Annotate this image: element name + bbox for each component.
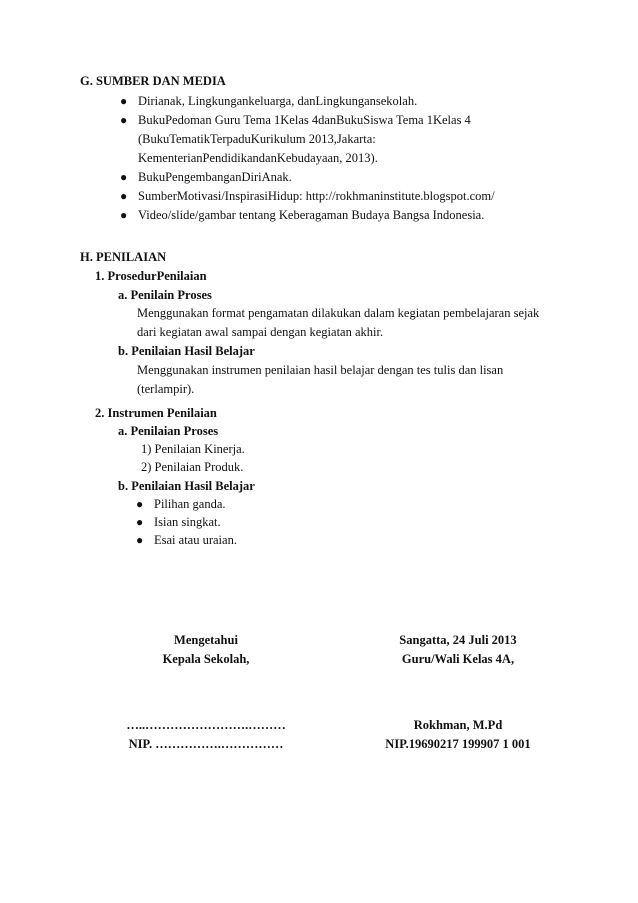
item-1a-text-line: dari kegiatan awal sampai dengan kegiatan akhir. xyxy=(137,325,384,339)
item-2a-title: a. Penilaian Proses xyxy=(118,424,219,438)
list-item-continuation: (BukuTematikTerpaduKurikulum 2013,Jakarta: xyxy=(138,132,376,146)
list-item-continuation: KementerianPendidikandanKebudayaan, 2013). xyxy=(138,151,378,165)
signature-right-line1: Sangatta, 24 Juli 2013 xyxy=(399,633,517,647)
item-2a-text-line: 2) Penilaian Produk. xyxy=(141,460,244,474)
bullet-icon: ● xyxy=(136,533,144,547)
bullet-icon: ● xyxy=(120,189,128,203)
signature-right-name: Rokhman, M.Pd xyxy=(413,718,503,732)
item-2a-text-line: 1) Penilaian Kinerja. xyxy=(141,442,245,456)
item-2b-title: b. Penilaian Hasil Belajar xyxy=(118,479,255,493)
item-1b-text-line: (terlampir). xyxy=(137,382,195,396)
signature-left-line2: Kepala Sekolah, xyxy=(162,652,250,666)
item-1a-title: a. Penilain Proses xyxy=(118,288,212,302)
item-1b-text-line: Menggunakan instrumen penilaian hasil belajar dengan tes tulis dan lisan xyxy=(137,363,504,377)
signature-left-nip: NIP. …………….…………… xyxy=(128,737,284,751)
section-h-heading: H. PENILAIAN xyxy=(80,250,167,264)
bullet-icon: ● xyxy=(120,208,128,222)
bullet-icon: ● xyxy=(120,113,128,127)
item-1b-title: b. Penilaian Hasil Belajar xyxy=(118,344,255,358)
item-2-title: 2. Instrumen Penilaian xyxy=(95,406,217,420)
bullet-icon: ● xyxy=(136,497,144,511)
signature-right-line2: Guru/Wali Kelas 4A, xyxy=(401,652,515,666)
signature-right-nip: NIP.19690217 199907 1 001 xyxy=(385,737,531,751)
item-1a-text-line: Menggunakan format pengamatan dilakukan dalam kegiatan pembelajaran sejak xyxy=(137,306,540,320)
item-1-title: 1. ProsedurPenilaian xyxy=(95,269,207,283)
signature-left-line1: Mengetahui xyxy=(174,633,238,647)
section-g-heading: G. SUMBER DAN MEDIA xyxy=(80,74,226,88)
signature-left-name: …..…………………….……… xyxy=(126,718,286,732)
bullet-icon: ● xyxy=(120,170,128,184)
bullet-icon: ● xyxy=(136,515,144,529)
bullet-icon: ● xyxy=(120,94,128,108)
